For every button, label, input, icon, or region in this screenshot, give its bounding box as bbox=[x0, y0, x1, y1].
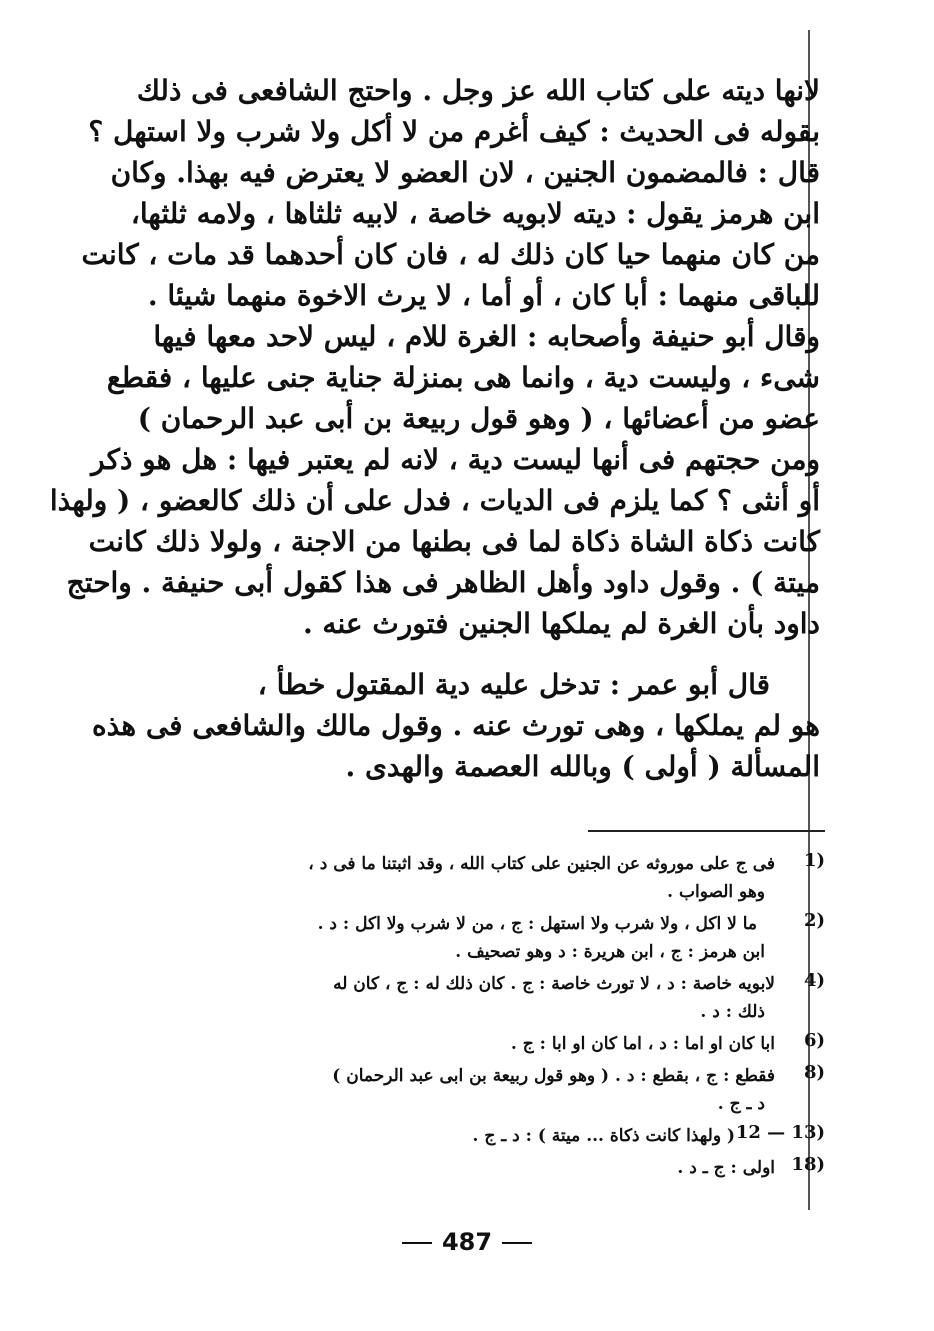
text-line: بقوله فى الحديث : كيف أغرم من لا أكل ولا شرب ولا استهل ؟ bbox=[88, 115, 820, 148]
footnote-text: ابن هرمز : ج ، ابن هريرة : د وهو تصحيف . bbox=[455, 942, 765, 962]
footnote-number: 1) bbox=[803, 850, 825, 871]
footnote bbox=[160, 1030, 825, 1058]
footnote-text: ابا كان او اما : د ، اما كان او ابا : ج . bbox=[510, 1034, 775, 1054]
footnote-text: فقطع : ج ، بقطع : د . ( وهو قول ربيعة بن ابى عبد الرحمان ) bbox=[332, 1066, 775, 1086]
footnote-text: ما لا اكل ، ولا شرب ولا استهل : ج ، من لا شرب ولا اكل : د . bbox=[317, 914, 757, 934]
text-line: قال : فالمضمون الجنين ، لان العضو لا يعترض فيه بهذا. وكان bbox=[110, 156, 820, 189]
footnote-number: 6) bbox=[803, 1030, 825, 1051]
page-number-value: 487 bbox=[441, 1228, 493, 1256]
text-line: ابن هرمز يقول : ديته لابويه خاصة ، لابيه ثلثاها ، ولامه ثلثها، bbox=[130, 197, 820, 230]
footnote-number: 12 — 13) bbox=[735, 1122, 825, 1143]
footnote-text: فى ج على موروثه عن الجنين على كتاب الله ، وقد اثبتنا ما فى د ، bbox=[308, 854, 775, 874]
text-line: كانت ذكاة الشاة ذكاة لما فى بطنها من الاجنة ، ولولا ذلك كانت bbox=[88, 525, 820, 558]
footnote-text: ( ولهذا كانت ذكاة ... ميتة ) : د ـ ج . bbox=[472, 1126, 735, 1146]
text-line: قال أبو عمر : تدخل عليه دية المقتول خطأ ، bbox=[257, 668, 770, 701]
footnote-number: 8) bbox=[803, 1062, 825, 1083]
text-line: ميتة ) . وقول داود وأهل الظاهر فى هذا كقول أبى حنيفة . واحتج bbox=[66, 566, 820, 599]
text-line: أو أنثى ؟ كما يلزم فى الديات ، فدل على أن ذلك كالعضو ، ( ولهذا bbox=[49, 484, 820, 517]
text-line: المسألة ( أولى ) وبالله العصمة والهدى . bbox=[345, 750, 820, 783]
footnote-text: وهو الصواب . bbox=[667, 882, 765, 902]
footnote bbox=[160, 910, 825, 966]
text-line: عضو من أعضائها ، ( وهو قول ربيعة بن أبى عبد الرحمان ) bbox=[137, 402, 820, 435]
dash-left bbox=[402, 1242, 432, 1244]
text-line: للباقى منهما : أبا كان ، أو أما ، لا يرث الاخوة منهما شيئا . bbox=[147, 279, 820, 312]
text-line: وقال أبو حنيفة وأصحابه : الغرة للام ، ليس لاحد معها فيها bbox=[153, 320, 820, 353]
main-text bbox=[49, 70, 820, 787]
dash-right bbox=[502, 1242, 532, 1244]
text-line: شىء ، وليست دية ، وانما هى بمنزلة جناية جنى عليها ، فقطع bbox=[106, 361, 820, 394]
footnote-text: د ـ ج . bbox=[717, 1094, 765, 1114]
footnote-separator bbox=[588, 830, 825, 832]
footnote bbox=[160, 970, 825, 1026]
text-line: من كان منهما حيا كان ذلك له ، فان كان أحدهما قد مات ، كانت bbox=[81, 238, 820, 271]
footnote-text: لابويه خاصة : د ، لا تورث خاصة : ج . كان ذلك له : ج ، كان له bbox=[333, 974, 775, 994]
footnote-number: 2) bbox=[803, 910, 825, 931]
text-line: لانها ديته على كتاب الله عز وجل . واحتج الشافعى فى ذلك bbox=[136, 74, 820, 107]
text-line: ومن حجتهم فى أنها ليست دية ، لانه لم يعتبر فيها : هل هو ذكر bbox=[91, 443, 820, 476]
text-line: هو لم يملكها ، وهى تورث عنه . وقول مالك والشافعى فى هذه bbox=[91, 709, 820, 742]
footnote bbox=[160, 1062, 825, 1118]
footnotes bbox=[160, 850, 825, 1186]
footnote-text: اولى : ج ـ د . bbox=[677, 1158, 775, 1178]
footnote bbox=[160, 850, 825, 906]
text-line: داود بأن الغرة لم يملكها الجنين فتورث عنه . bbox=[302, 607, 820, 640]
page-number bbox=[0, 1228, 934, 1256]
footnote-text: ذلك : د . bbox=[700, 1002, 765, 1022]
footnote bbox=[160, 1122, 825, 1150]
footnote-number: 4) bbox=[803, 970, 825, 991]
footnote bbox=[160, 1154, 825, 1182]
footnote-number: 18) bbox=[791, 1154, 825, 1175]
